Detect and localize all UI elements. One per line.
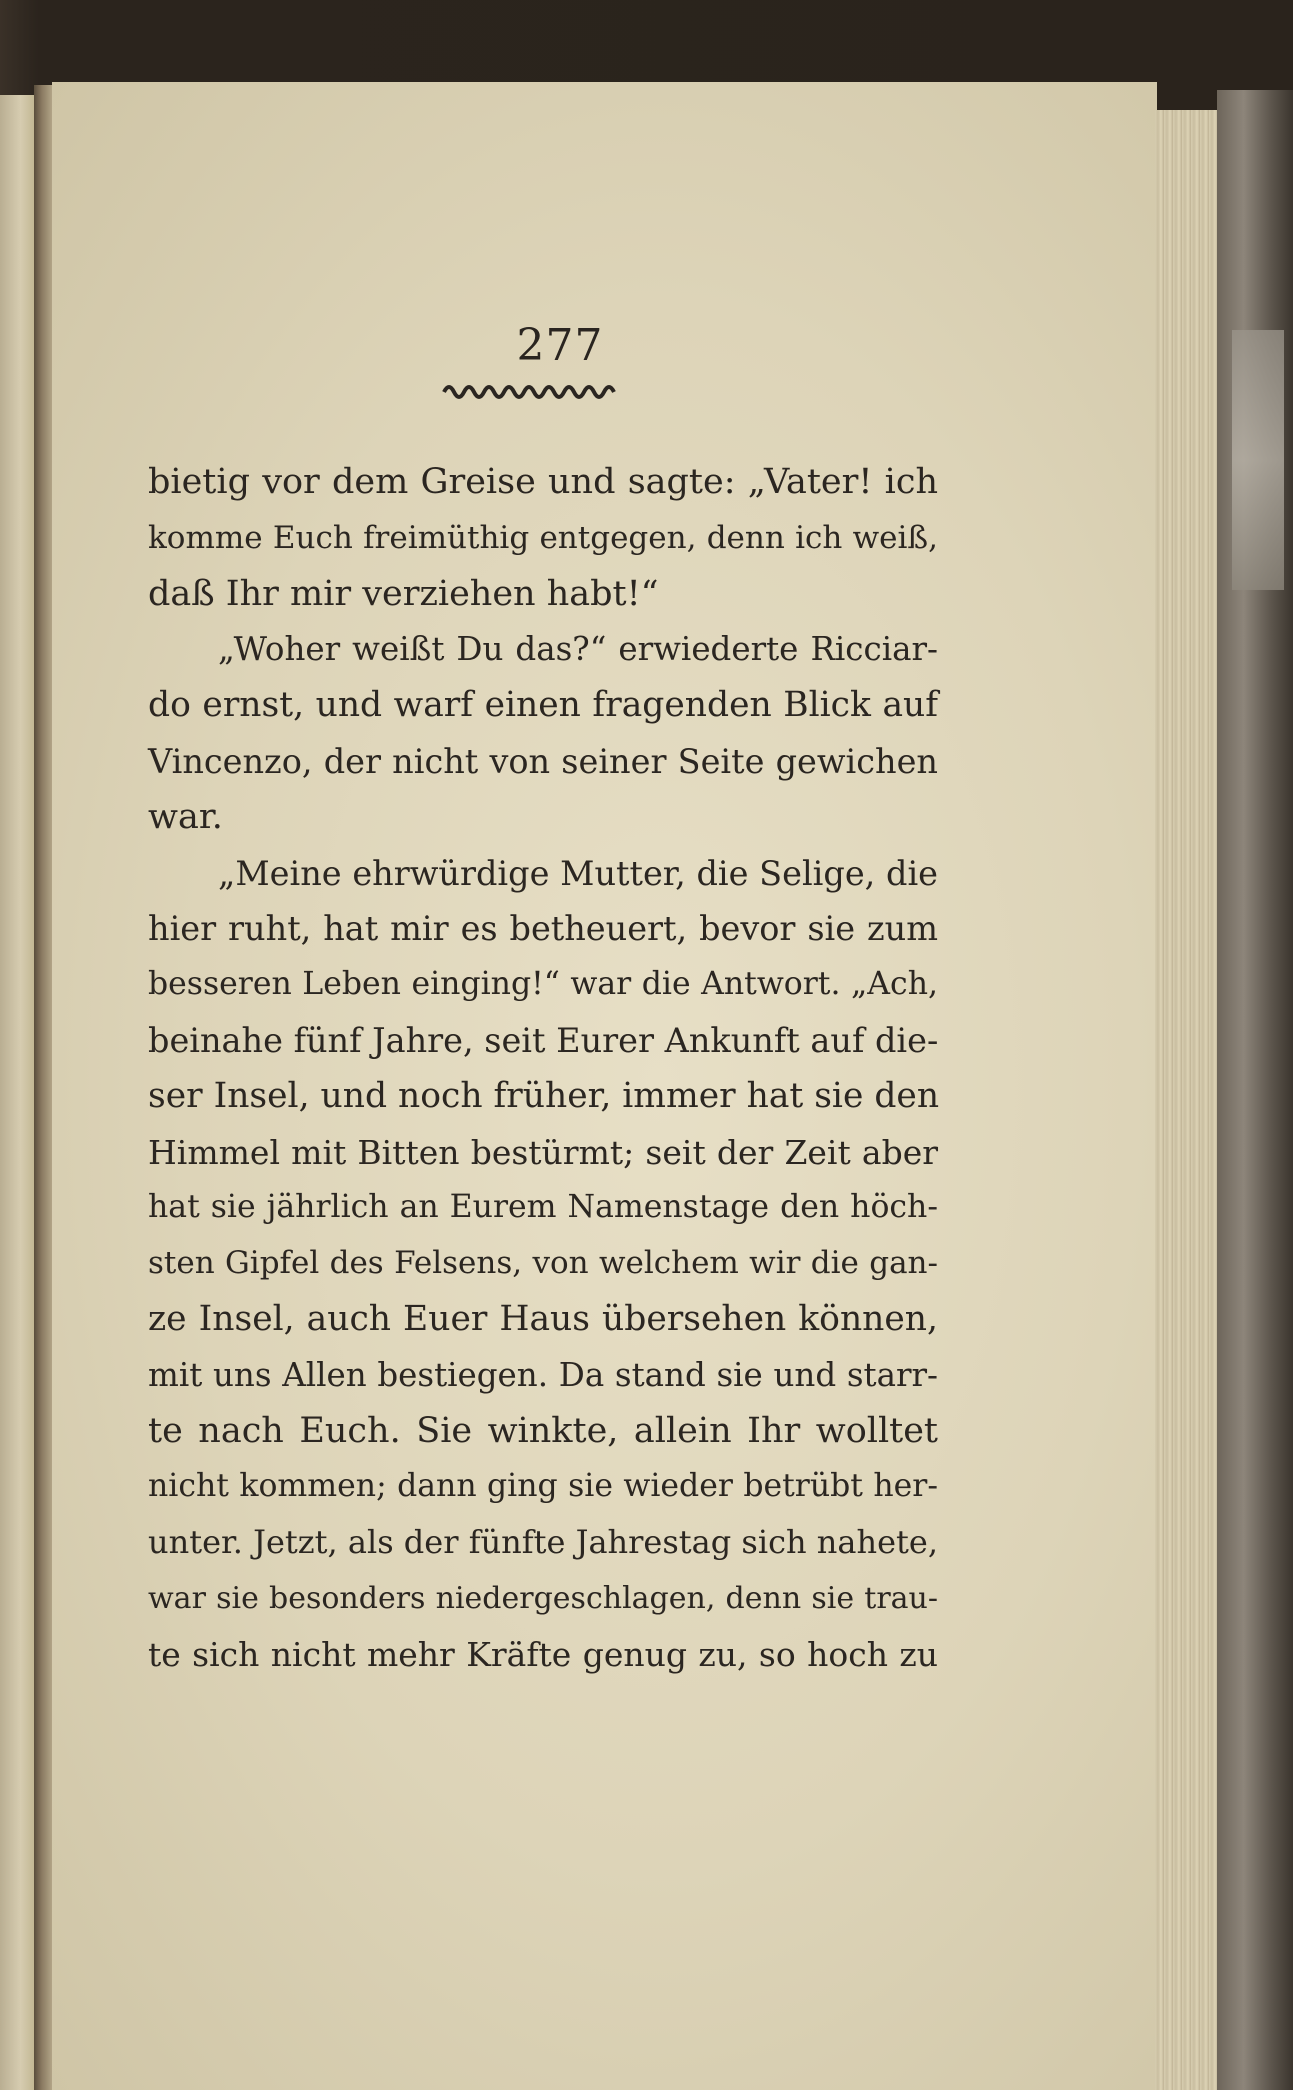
text-line: bietig vor dem Greise und sagte: „Vater! ich	[148, 462, 938, 502]
text-line: te nach Euch. Sie winkte, allein Ihr wolltet	[148, 1410, 938, 1451]
text-line: Vincenzo, der nicht von seiner Seite gewichen	[148, 741, 938, 781]
text-line: unter. Jetzt, als der fünfte Jahrestag sich nahete,	[148, 1523, 938, 1562]
text-line: ser Insel, und noch früher, immer hat sie den	[148, 1075, 940, 1116]
text-line: do ernst, und warf einen fragenden Blick auf	[148, 685, 938, 726]
text-line: „Meine ehrwürdige Mutter, die Selige, die	[218, 853, 938, 893]
text-line: war sie besonders niedergeschlagen, denn sie trau-	[148, 1580, 938, 1616]
text-line: war.	[148, 796, 223, 837]
text-line: Himmel mit Bitten bestürmt; seit der Zeit aber	[148, 1132, 938, 1172]
text-line: hat sie jährlich an Eurem Namenstage den höch-	[148, 1189, 938, 1226]
page-edges-stack	[1155, 110, 1217, 2090]
facing-page-edge	[0, 95, 34, 2090]
text-line: besseren Leben einging!“ war die Antwort. „Ach,	[148, 966, 938, 1003]
book-gutter	[34, 85, 54, 2090]
text-line: komme Euch freimüthig entgegen, denn ich weiß,	[148, 519, 938, 556]
wavy-rule-ornament-icon	[442, 378, 622, 400]
tape-strip	[1232, 330, 1284, 590]
text-line: sten Gipfel des Felsens, von welchem wir die gan-	[148, 1245, 938, 1282]
body-text	[148, 455, 938, 1683]
text-line: mit uns Allen bestiegen. Da stand sie und starr-	[148, 1355, 938, 1394]
text-line: daß Ihr mir verziehen habt!“	[148, 573, 659, 614]
text-line: beinahe fünf Jahre, seit Eurer Ankunft auf die-	[148, 1020, 939, 1060]
text-line: ze Insel, auch Euer Haus übersehen können,	[148, 1298, 938, 1339]
text-line: „Woher weißt Du das?“ erwiederte Ricciar-	[218, 630, 938, 669]
text-line: nicht kommen; dann ging sie wieder betrübt her-	[148, 1468, 938, 1505]
text-line: hier ruht, hat mir es betheuert, bevor sie zum	[148, 909, 938, 949]
text-line: te sich nicht mehr Kräfte genug zu, so hoch zu	[148, 1634, 938, 1674]
page-number: 277	[516, 320, 604, 371]
